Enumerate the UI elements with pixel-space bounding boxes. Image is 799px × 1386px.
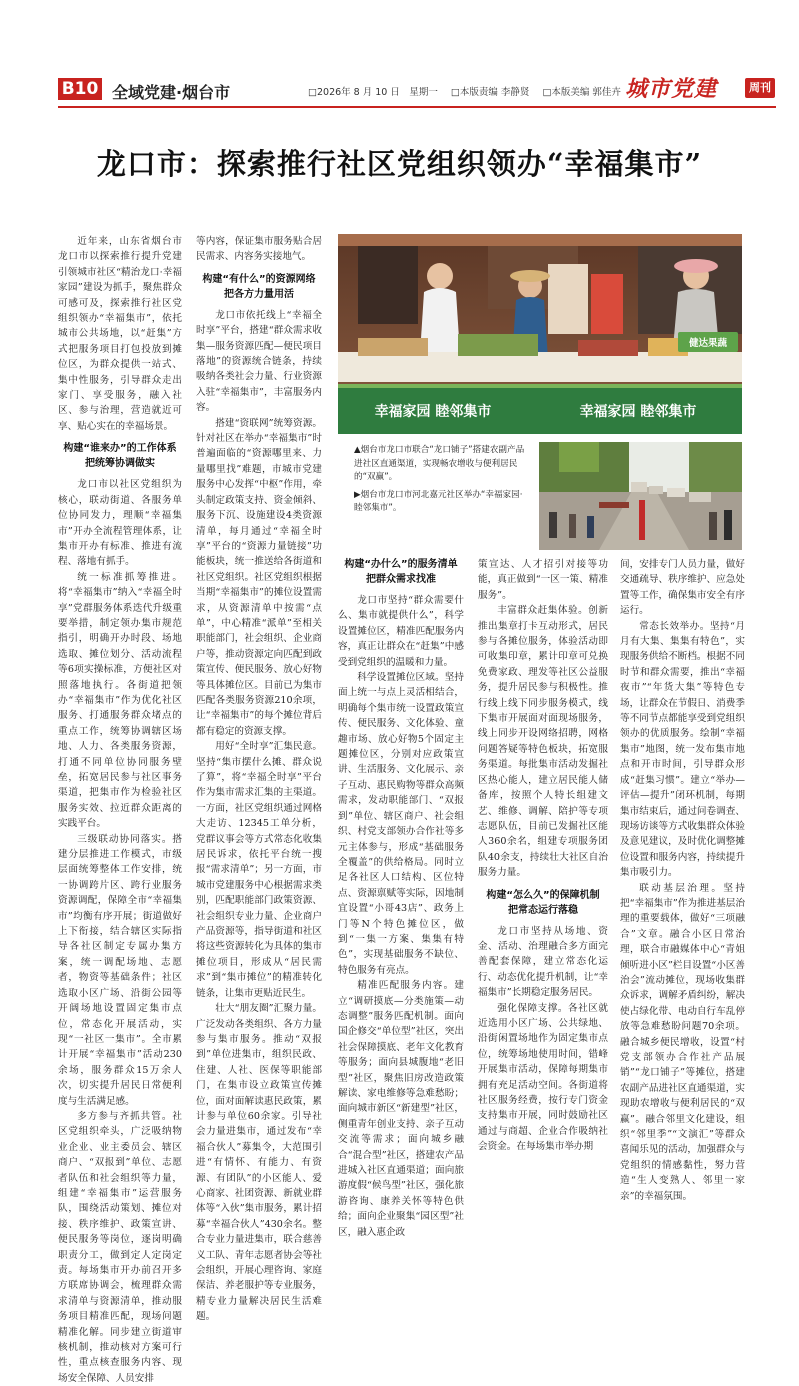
photo-captions — [354, 444, 530, 520]
article-column-3 — [338, 557, 468, 1238]
masthead-title: 城市党建 — [625, 76, 718, 102]
banner-text-left: 幸福家园 睦邻集市 — [374, 404, 492, 420]
paragraph: 龙口市坚持从场地、资金、活动、治理融合多方面完善配套保障，建立常态化运行、动态优化提升机制，让“幸福集市”长期稳定服务居民。 — [478, 925, 608, 999]
market-booth-photo — [338, 234, 742, 434]
paragraph: 多方参与齐抓共管。社区党组织牵头，广泛吸纳物业企业、业主委员会、辖区商户、“双报到”单位、志愿者队伍和社会组织等力量，组建“幸福集市”运营服务队，围绕活动策划、摊位对接、秩序维护、政策宣讲、便民服务等岗位，逐岗明确职责分工，做到定人定岗定责。每场集市开办前召开多方联席协调会，梳理群众需求清单与资源清单，推动服务项目精准匹配，现场问题精准化解。同步建立街道审核机制，推动核对方案可行性，重点核查服务内容、现场安全保障、人员安排 — [58, 1110, 182, 1384]
paragraph: 强化保障支撑。各社区就近选用小区广场、公共绿地、沿街闲置场地作为固定集市点位，统筹场地使用时间，错峰开展集市活动，保障每期集市拥有充足活动空间。各街道将社区服务经费，按行专门资金支持集市开展，同时鼓励社区通过与商超、企业合作吸纳社会资金。在每场集市举办期 — [478, 1002, 608, 1153]
issue-date: □2026年 8 月 10 日 星期一 — [308, 87, 438, 98]
section-name: 全域党建·烟台市 — [112, 83, 231, 102]
paragraph: 科学设置摊位区域。坚持面上统一与点上灵活相结合，明确每个集市统一设置政策宣传、便民服务、文化体验、童趣市场、放心好物5个固定主题摊位区，分别对应政策宣讲、生活服务、文化展示、亲子互动、惠民购物等群众高频需求，发动职能部门、“双报到”单位、辖区商户、社会组织、村党支部领办合作社等多元主体参与，形成“基础服务全覆盖”的供给格局。同时立足各社区人口结构、区位特点、资源禀赋等实际，因地制宜设置“小哥43店”、政务上门等N个特色摊位区，做到“一集一方案、集集有特色”，实现基础服务不缺位、特色服务有亮点。 — [338, 672, 464, 976]
subheading: 构建“办什么”的服务清单 把群众需求找准 — [344, 559, 468, 585]
photo-caption-1: ▲烟台市龙口市联合“龙口铺子”搭建农副产品进社区直通渠道，实现畅农增收与便利居民的“双赢”。 — [354, 445, 525, 482]
paragraph: 间，安排专门人员力量，做好交通疏导、秩序维护、应急处置等工作，确保集市安全有序运行。 — [620, 559, 745, 617]
paragraph: 龙口市依托线上“幸福全时享”平台，搭建“群众需求收集—服务资源匹配—便民项目落地”的资源统合链条，持续吸纳各类社会力量、行业资源入驻“幸福集市”，丰富服务内容。 — [196, 309, 322, 414]
paragraph: 搭建“资联网”统筹资源。针对社区在举办“幸福集市”时普遍面临的“资源哪里来、力量哪里找”难题，市城市党建服务中心发挥“中枢”作用，牵头制定政策支持、资金倾斜、服务下沉、设施建设4类资源清单，每月通过“幸福全时享”平台的“资源力量链接”功能板块，统一推送给各街道和社区党组织。社区党组织根据当期“幸福集市”的摊位设置需求，从资源清单中按需“点单”，中心精准“派单”至相关职能部门，社会组织、企业商户等，推动资源定向匹配到政策宣传、便民服务、放心好物等具体摊位区。目前已为集市匹配各类服务资源210余项，让“幸福集市”的每个摊位背后都有稳定的资源支撑。 — [196, 417, 322, 737]
subheading: 构建“有什么”的资源网络 把各方力量用活 — [202, 273, 326, 300]
article-headline: 龙口市：探索推行社区党组织领办“幸福集市” — [96, 147, 703, 181]
street-market-illustration — [539, 442, 742, 550]
article-column-1 — [58, 234, 187, 1384]
masthead-badge: 周刊 — [745, 78, 775, 98]
subheading: 构建“怎么久”的保障机制 把常态运行落稳 — [486, 889, 610, 916]
paragraph: 等内容，保证集市服务贴合居民需求、内容务实接地气。 — [196, 236, 322, 263]
page-header — [0, 0, 799, 118]
article-column-5 — [620, 557, 745, 1202]
paragraph: 壮大“朋友圈”汇聚力量。广泛发动各类组织、各方力量参与集市服务。推动“双报到”单位进集市，组织民政、住建、人社、医保等职能部门，在集市设立政策宣传摊位，面对面解读惠民政策，累计参与单位60余家。引导社会力量进集市，通过发布“幸福合伙人”募集令，大范围引进“有情怀、有能力、有资源、有团队”的小区能人、爱心商家、社团资源、新就业群体等“入伙”集市服务，累计招募“幸福合伙人”430余名。整合专业力量进集市，联合慈善义工队、青年志愿者协会等社会组织，开展心理咨询、家庭保洁、养老服护等专业服务，精专业力量解决居民生活难题。 — [196, 1003, 322, 1323]
paragraph: 龙口市坚持“群众需要什么、集市就提供什么”，科学设置摊位区，精准匹配服务内容，真正让群众在“赶集”中感受到党组织的温暖和力量。 — [338, 595, 464, 668]
page-number: B10 — [58, 78, 102, 100]
issue-designer: □本版美编 郭佳卉 — [542, 87, 621, 98]
paragraph: 近年来，山东省烟台市龙口市以探索推行提升党建引领城市社区“精治龙口·幸福家园”建设为抓手，聚焦群众可感可及，探索推行社区党组织领办“幸福集市”，依托城市公共场地，以“赶集”方式把服务项目打包投放到摊位区，为群众提供一站式、集中性服务，引导群众走出家门、享受服务，融入社区、参与治理，营造就近可享、贴心实在的幸福场景。 — [58, 236, 182, 432]
paragraph: 龙口市以社区党组织为核心，联动街道、各服务单位协同发力，理顺“幸福集市”开办全流程管理体系，让集市开办有标准、推进有流程、落地有抓手。 — [58, 479, 182, 568]
article-column-4 — [478, 557, 610, 1153]
paragraph: 三级联动协同落实。搭建分层推进工作模式，市级层面统筹整体工作安排，统一协调跨片区、跨行业服务资源调配，保障全市“幸福集市”均衡有序开展；街道做好上下衔接，结合辖区实际指导各社区制定专属办集方案，统一调配场地、志愿者，物资等基础条件；社区选取小区广场、沿街公园等开阔场地设置固定集市点位，常态化开展活动，实现“一社区一集市”。全市累计开展“幸福集市”活动230余场，服务群众15万余人次，切实提升居民日常便利度与生活满足感。 — [58, 833, 182, 1107]
article-column-2 — [196, 234, 326, 1323]
photo-caption-2: ▶烟台市龙口市河北嘉元社区举办“幸福家园·睦邻集市”。 — [354, 489, 523, 513]
paragraph: 统一标准抓筹推进。将“幸福集市”纳入“幸福全时享”党群服务体系迭代升级重要举措，制定领办集市规范指引，明确开办时段、场地选取、摊位划分、活动流程等6项实操标准，方便社区对照落地执行。各街道把领办“幸福集市”作为优化社区服务、打通服务群众堵点的重点工作，统筹协调辖区场地、人力、各类服务资源，打通不同单位协同服务壁垒，拓宽居民参与社区事务渠道，把集市作为检验社区服务实效、拉近群众距离的实践平台。 — [58, 571, 182, 830]
paragraph: 精准匹配服务内容。建立“调研摸底—分类施策—动态调整”服务匹配机制。面向国企修交“单位型”社区，突出社会保障摸底、老年文化教育等服务；面向县城腹地“老旧型”社区，聚焦旧房改造政策解读、家电维修等急难愁盼；面向城市新区“新建型”社区，侧重青年创业支持、亲子互动交流等需求；面向城乡融合“混合型”社区，搭建农产品进城入社区直通渠道；面向旅游度假“候鸟型”社区，强化旅游咨询、康养关怀等特色供给；面向企业聚集“园区型”社区，融入惠企政 — [338, 980, 464, 1238]
booth-sign-text: 健达果蔬 — [688, 338, 728, 349]
paragraph: 用好“全时享”汇集民意。坚持“集市摆什么摊、群众说了算”，将“幸福全时享”平台作为集市需求汇集的主渠道。一方面，社区党组织通过网格大走访、12345工单分析，党群议事会等方式常态化收集居民诉求，依托平台统一搜报“需求清单”；另一方面，市城市党建服务中心根据需求类别，匹配职能部门政策资源、社会组织专业力量、企业商户产品资源等，指导街道和社区将这些资源转化为具体的集市摊位项目，形成从“居民需求”到“集市摊位”的精准转化链条，让集市更贴近民生。 — [196, 741, 322, 999]
paragraph: 丰富群众赶集体验。创新推出集章打卡互动形式，居民参与各摊位服务，体验活动即可收集印章，累计印章可兑换免费家政、理发等社区公益服务，提升居民参与积极性。推行线上线下同步服务模式，线下集市开展面对面现场服务，线上同步开设网络招聘，网格问题答疑等特色板块，拓宽服务渠道。每批集市活动发掘社区热心能人，建立居民能人储备库，按照个人特长组建文艺、维修、调解、陪护等专项志愿队伍，目前已发掘社区能人360余名，组建专项服务团队40余支，持续壮大社区自治服务力量。 — [478, 605, 608, 879]
paragraph: 联动基层治理。坚持把“幸福集市”作为推进基层治理的重要载体，做好“三项融合”文章。融合小区日常治理，联合市融媒体中心“青姐倾听进小区”栏目设置“小区善治会”流动摊位，现场收集群众诉求，调解矛盾纠纷，解决使占绿化带、电动自行车乱停放等急难愁盼问题70余项。融合城乡便民增收，设置“村党支部领办合作社产品展销”“龙口铺子”等摊位，搭建农副产品进社区直通渠道，实现助农增收与便利居民的“双赢”。融合邻里文化建设，组织“邻里季”“文演汇”等群众喜闻乐见的活动，加强群众与党组织的情感黏性，努力营造“生人变熟人、邻里一家亲”的幸福氛围。 — [620, 882, 745, 1202]
issue-editor: □本版责编 李静贤 — [450, 87, 530, 98]
banner-text-right: 幸福家园 睦邻集市 — [579, 404, 697, 420]
paragraph: 策宣达、人才招引对接等功能，真正做到“一区一策、精准服务”。 — [478, 559, 608, 601]
masthead-logo — [625, 70, 775, 104]
subheading: 构建“谁来办”的工作体系 把统筹协调做实 — [63, 443, 187, 470]
street-market-photo — [539, 442, 742, 550]
header-divider — [58, 106, 776, 108]
market-booth-illustration — [338, 234, 742, 434]
paragraph: 常态长效举办。坚持“月月有大集、集集有特色”，实现服务供给不断档。根据不同时节和群众需要，推出“幸福夜市”“年货大集”等特色专场，让群众在节假日、消费季等不同节点都能享受到党组织领办的优质服务。绘制“幸福集市”地图，统一发布集市地点和开市时间，引导群众形成“赶集习惯”。建立“举办—评估—提升”闭环机制，每期集市结束后，通过问卷调查、现场访谈等方式收集群众体验及意见建议，及时优化调整摊位设置和服务内容，持续提升集市吸引力。 — [620, 620, 745, 879]
issue-meta — [308, 84, 631, 98]
